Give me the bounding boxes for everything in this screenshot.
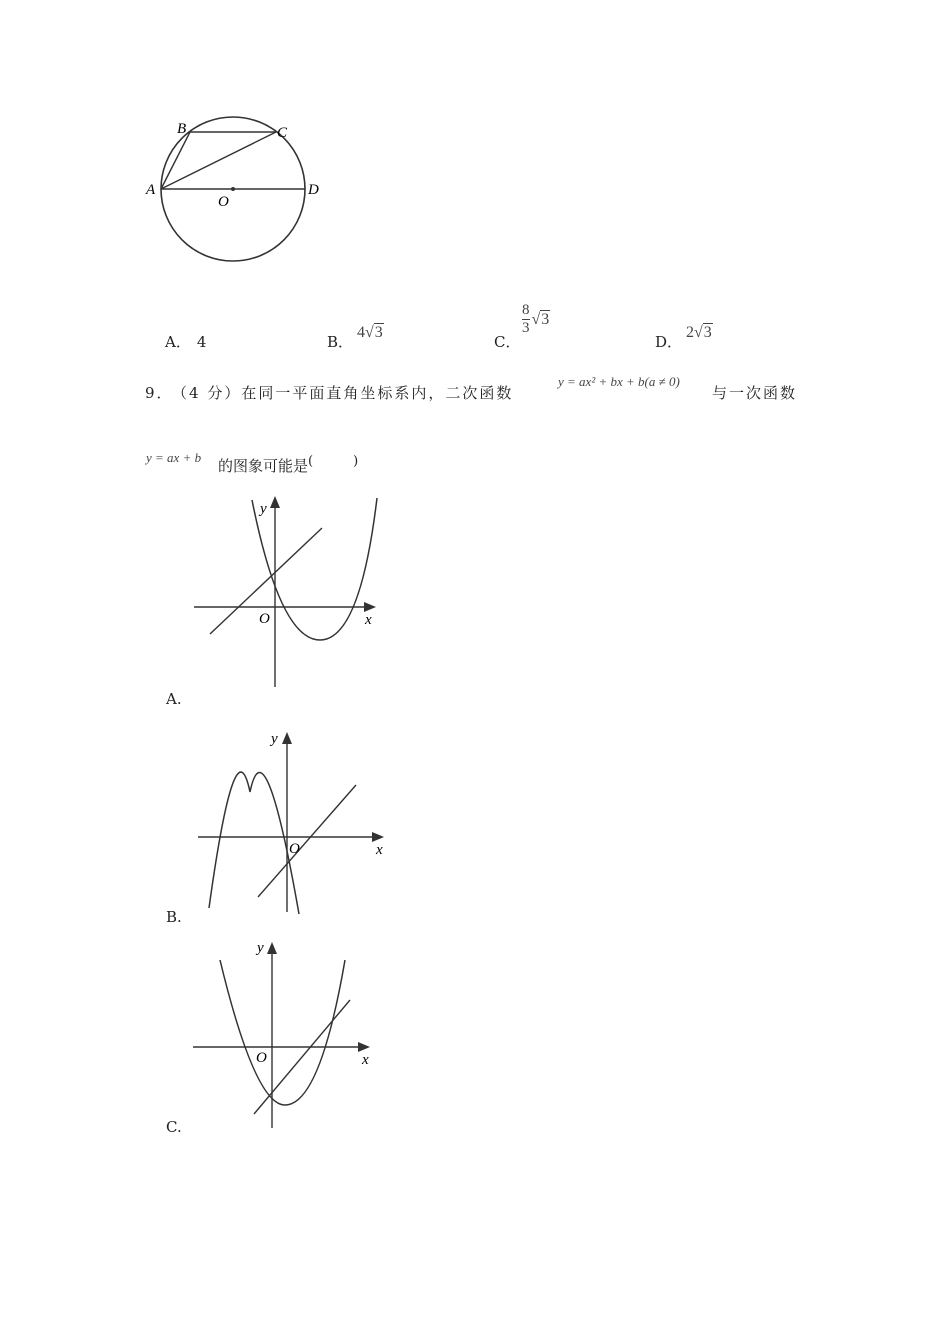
origin-label: O bbox=[256, 1050, 267, 1066]
q9-stem-line1 bbox=[145, 382, 513, 403]
line bbox=[258, 785, 356, 897]
parabola bbox=[220, 960, 345, 1105]
option-b-value: 4√3 bbox=[357, 324, 383, 341]
label-a: A bbox=[146, 182, 156, 198]
q8-option-c bbox=[494, 331, 520, 352]
q8-option-a bbox=[165, 331, 206, 352]
y-arrow bbox=[270, 496, 280, 508]
formula-quadratic: y = ax² + bx + b(a ≠ 0) bbox=[558, 374, 680, 389]
graph-a-option: A. bbox=[166, 690, 182, 708]
option-c-value: $\frac{8}{3}$ √3 bbox=[522, 302, 550, 336]
q9-stem-line1-end: 与一次函数 bbox=[712, 384, 798, 402]
q8-option-b bbox=[327, 331, 353, 352]
y-label: y bbox=[260, 501, 267, 517]
x-label: x bbox=[365, 612, 372, 628]
y-arrow bbox=[267, 942, 277, 954]
parabola bbox=[252, 498, 377, 640]
label-b: B bbox=[177, 121, 187, 137]
x-arrow bbox=[358, 1042, 370, 1052]
x-arrow bbox=[364, 602, 376, 612]
label-c: C bbox=[277, 125, 288, 141]
graph-b-option: B. bbox=[166, 908, 182, 926]
graph-c-option: C. bbox=[166, 1118, 182, 1136]
option-d-value: 2√3 bbox=[686, 324, 712, 341]
chord-ab bbox=[161, 132, 190, 189]
origin-label: O bbox=[259, 611, 270, 627]
y-label: y bbox=[257, 940, 264, 956]
origin-label: O bbox=[289, 841, 300, 857]
question-number: 9． bbox=[145, 384, 174, 402]
x-label: x bbox=[362, 1052, 369, 1068]
y-arrow bbox=[282, 732, 292, 744]
graph-b bbox=[195, 725, 395, 920]
option-letter: A． bbox=[165, 333, 191, 351]
x-label: x bbox=[376, 842, 383, 858]
fraction: $\frac{8}{3}$ bbox=[522, 302, 530, 336]
formula-linear: y = ax + b bbox=[146, 450, 202, 465]
circle-figure bbox=[140, 110, 340, 270]
q8-option-d bbox=[655, 331, 682, 352]
option-value: 4 bbox=[196, 333, 207, 351]
label-o: O bbox=[218, 194, 229, 210]
graph-a bbox=[190, 490, 390, 690]
option-letter: D． bbox=[655, 333, 683, 351]
option-letter: C． bbox=[494, 333, 521, 351]
center-point bbox=[231, 187, 235, 191]
paren-close: ) bbox=[353, 454, 359, 469]
option-letter: B． bbox=[327, 333, 354, 351]
question-points: （4 分） bbox=[179, 384, 242, 402]
q9-stem-line2 bbox=[218, 454, 358, 476]
paren-open: ( bbox=[308, 454, 314, 469]
y-label: y bbox=[271, 731, 278, 747]
graph-c bbox=[188, 935, 383, 1135]
line bbox=[254, 1000, 350, 1114]
x-arrow bbox=[372, 832, 384, 842]
parabola bbox=[209, 772, 299, 914]
stem-text: 的图象可能是 bbox=[218, 457, 309, 475]
chord-ac bbox=[161, 132, 276, 189]
label-d: D bbox=[308, 182, 319, 198]
stem-text: 在同一平面直角坐标系内，二次函数 bbox=[241, 384, 514, 402]
